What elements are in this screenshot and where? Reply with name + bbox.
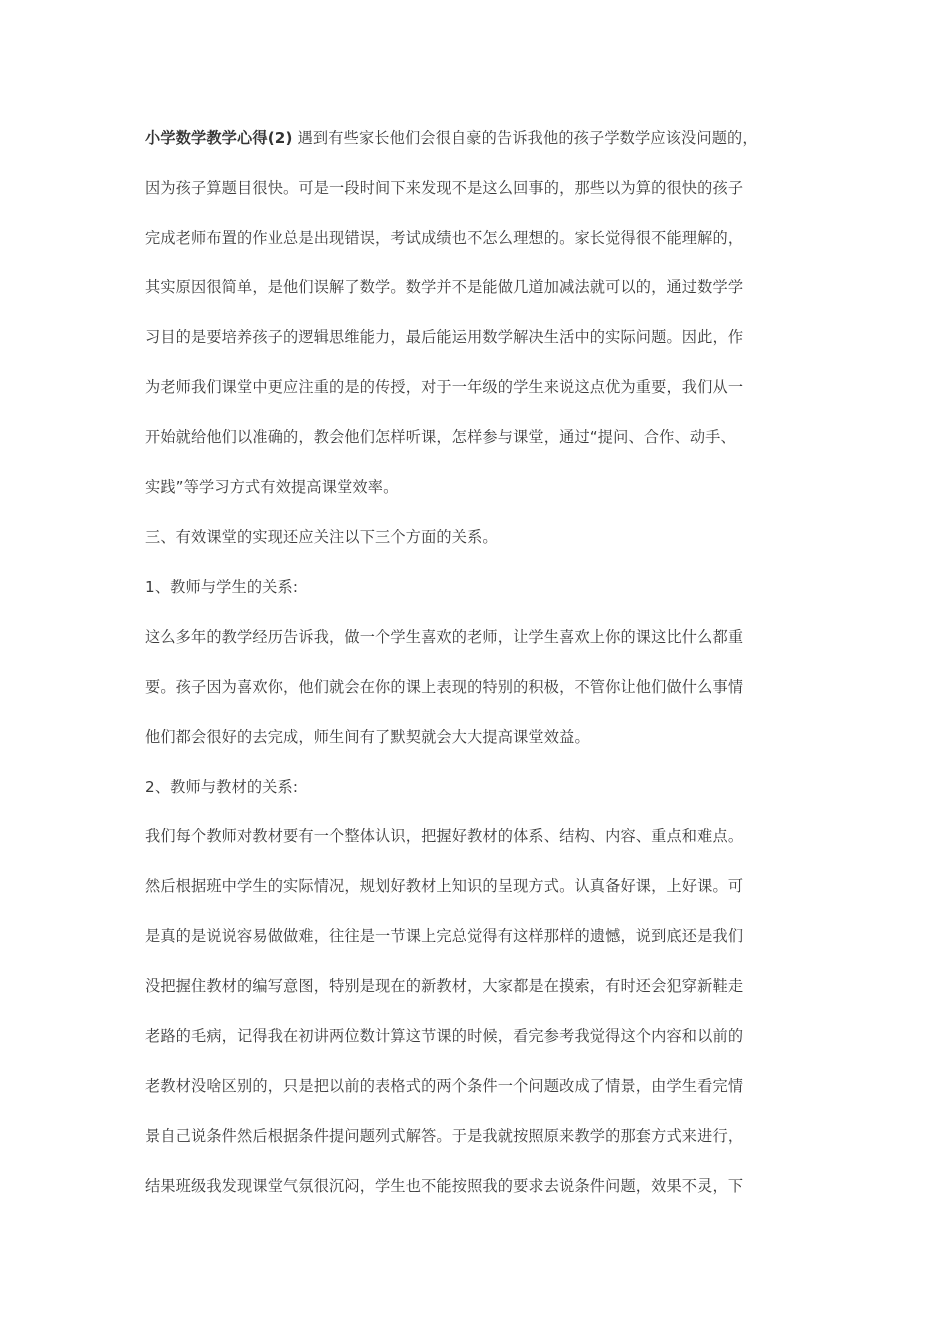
paragraph-line-4: 其实原因很简单，是他们误解了数学。数学并不是能做几道加减法就可以的，通过数学学 [145,278,744,296]
paragraph-line-3: 完成老师布置的作业总是出现错误，考试成绩也不怎么理想的。家长觉得很不能理解的， [145,229,744,247]
paragraph-line-5: 习目的是要培养孩子的逻辑思维能力，最后能运用数学解决生活中的实际问题。因此，作 [145,328,744,346]
paragraph-line-21: 景自己说条件然后根据条件提问题列式解答。于是我就按照原来教学的那套方式来进行， [145,1127,744,1145]
subheading-teacher-textbook: 2、教师与教材的关系: [145,778,299,796]
paragraph-line-17: 是真的是说说容易做做难，往往是一节课上完总觉得有这样那样的遗憾，说到底还是我们 [145,927,744,945]
subheading-teacher-student: 1、教师与学生的关系: [145,578,299,596]
paragraph-line-6: 为老师我们课堂中更应注重的是的传授，对于一年级的学生来说这点优为重要，我们从一 [145,378,744,396]
paragraph-line-22: 结果班级我发现课堂气氛很沉闷，学生也不能按照我的要求去说条件问题，效果不灵，下 [145,1177,744,1195]
paragraph-line-19: 老路的毛病，记得我在初讲两位数计算这节课的时候，看完参考我觉得这个内容和以前的 [145,1027,744,1045]
paragraph-line-7: 开始就给他们以准确的，教会他们怎样听课，怎样参与课堂，通过“提问、合作、动手、 [145,428,736,446]
section-heading-3: 三、有效课堂的实现还应关注以下三个方面的关系。 [145,528,498,546]
paragraph-line-2: 因为孩子算题目很快。可是一段时间下来发现不是这么回事的，那些以为算的很快的孩子 [145,179,744,197]
paragraph-line-16: 然后根据班中学生的实际情况，规划好教材上知识的呈现方式。认真备好课，上好课。可 [145,877,744,895]
paragraph-line-13: 他们都会很好的去完成，师生间有了默契就会大大提高课堂效益。 [145,728,590,746]
paragraph-line-20: 老教材没啥区别的，只是把以前的表格式的两个条件一个问题改成了情景，由学生看完情 [145,1077,744,1095]
paragraph-line-18: 没把握住教材的编写意图，特别是现在的新教材，大家都是在摸索，有时还会犯穿新鞋走 [145,977,744,995]
paragraph-line-15: 我们每个教师对教材要有一个整体认识，把握好教材的体系、结构、内容、重点和难点。 [145,827,744,845]
paragraph-line-11: 这么多年的教学经历告诉我，做一个学生喜欢的老师，让学生喜欢上你的课这比什么都重 [145,628,744,646]
paragraph-line-12: 要。孩子因为喜欢你，他们就会在你的课上表现的特别的积极，不管你让他们做什么事情 [145,678,744,696]
paragraph-line-1 [145,128,805,148]
line-text: 遇到有些家长他们会很自豪的告诉我他的孩子学数学应该没问题的， [297,129,758,147]
document-title: 小学数学教学心得(2) [145,129,293,147]
paragraph-line-8: 实践”等学习方式有效提高课堂效率。 [145,478,399,496]
